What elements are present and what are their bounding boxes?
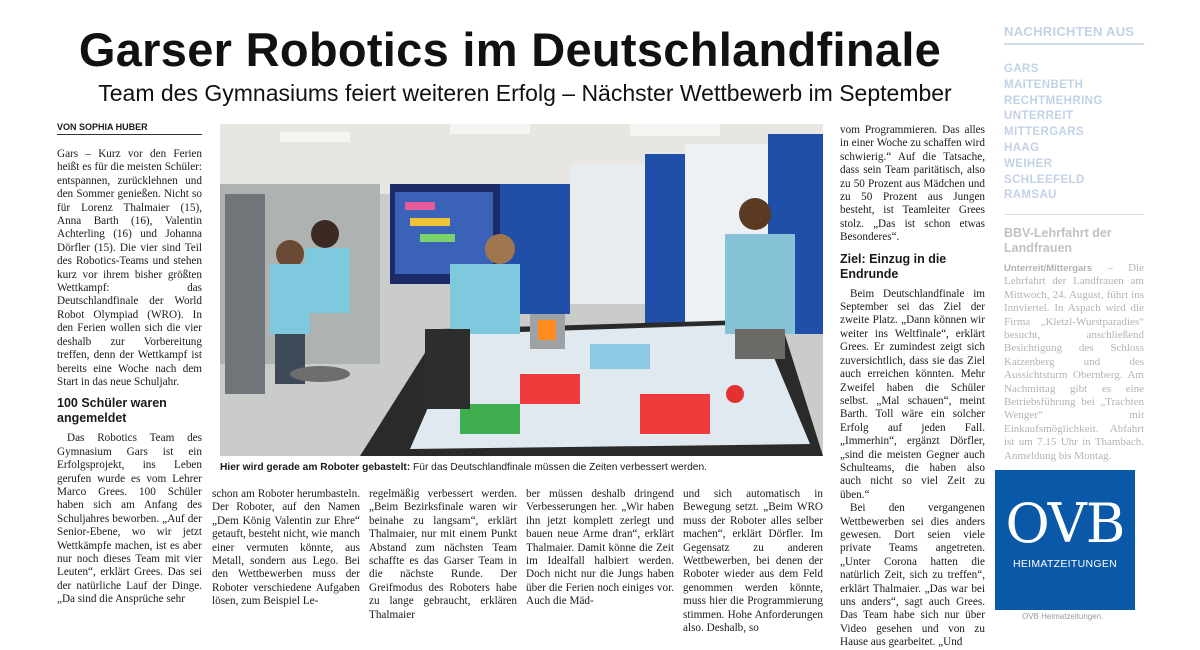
- sidebar-story-headline: BBV-Lehrfahrt der Landfrauen: [1004, 226, 1112, 255]
- sidebar-place[interactable]: WEIHER: [1004, 157, 1053, 170]
- sidebar-place[interactable]: SCHLEEFELD: [1004, 173, 1085, 186]
- subheading: 100 Schüler waren angemeldet: [57, 396, 167, 426]
- article-column-4: [526, 488, 674, 628]
- paragraph: Bei den vergangenen Wettbewerben sei dies anders gewesen. Dort seien viele private Teams angetreten. „Unter Corona hatten die natürlich Zeit, sich zu treffen“, erklärt Thalmaier. „Das war bei uns anders“, sagt auch Grees. Das Team habe sich nur über Video gesehen und von zu Hause aus gearbeitet. „Und: [840, 502, 985, 649]
- paragraph: Das Robotics Team des Gymnasium Gars ist ein Erfolgsprojekt, ins Leben gerufen wurde es vom Lehrer Marco Grees. 100 Schüler haben sich am Anfang des Schuljahres beworben. „Auf der Senior-Ebene, wo wir jetzt Wettkämpfe machen, ist es aber nur noch dieses Team mit vier Leuten“, erklärt Grees. Das sei der natürliche Lauf der Dinge. „Da sind die Ansprüche sehr: [57, 432, 202, 606]
- paragraph: schon am Roboter herumbasteln. Der Roboter, auf den Namen „Dem König Valentin zur Ehre“ getauft, besteht nicht, wie manch einer vermuten könnte, aus Metall, sondern aus Lego. Bei den Wettbewerben muss der Roboter verschiedene Aufgaben lösen, zum Beispiel Le-: [212, 488, 360, 608]
- ovb-logo: [995, 470, 1135, 610]
- caption-lead: Hier wird gerade am Roboter gebastelt:: [220, 462, 411, 473]
- sidebar-place-list: [1004, 62, 1103, 204]
- sidebar-place[interactable]: HAAG: [1004, 141, 1040, 154]
- sidebar-title: NACHRICHTEN AUS: [1004, 24, 1144, 45]
- paragraph: regelmäßig verbessert werden. „Beim Bezirksfinale waren wir beinahe zu langsam“, erklärt Thalmaier, nur mit einem Punkt Abstand zum nächsten Team schaffte es das Garser Team in die nächste Runde. Der Greifmodus des Roboters habe zu lange gebraucht, erklären Thalmaier: [369, 488, 517, 621]
- classroom-robot-photo: [220, 124, 823, 456]
- article-photo: [220, 124, 823, 456]
- sidebar-divider: [1004, 214, 1144, 215]
- article-column-1: [57, 148, 202, 628]
- subheadline: Team des Gymnasiums feiert weiteren Erfolg – Nächster Wettbewerb im September: [98, 80, 952, 106]
- sidebar-place[interactable]: RAMSAU: [1004, 189, 1057, 202]
- paragraph: vom Programmieren. Das alles in einer Woche zu schaffen wird schwierig.“ Auf die Tatsache, dass sein Team paritätisch, also zu 50 Prozent aus Mädchen und zu 50 Prozent aus Jungen besteht, ist Teamleiter Grees stolz. „Das ist schon etwas Besonderes“.: [840, 124, 985, 244]
- article-column-5: [683, 488, 823, 635]
- sidebar-place[interactable]: MITTERGARS: [1004, 126, 1085, 139]
- paragraph: ber müssen deshalb dringend Verbesserungen her. „Wir haben ihn jetzt komplett zerlegt und bauen neue Arme dran“, erklärt Thalmaier. Damit könne die Zeit im Idealfall halbiert werden. Doch nicht nur die Jungs haben über die Ferien noch einiges vor. Auch die Mäd-: [526, 488, 674, 608]
- logo-caption: OVB Heimatzeitungen.: [1022, 612, 1104, 621]
- sidebar-place[interactable]: GARS: [1004, 63, 1039, 75]
- headline: Garser Robotics im Deutschlandfinale: [78, 23, 942, 76]
- sidebar-place[interactable]: RECHTMEHRING: [1004, 94, 1103, 107]
- sidebar-story-text: [1004, 262, 1144, 470]
- paragraph: und sich automatisch in Bewegung setzt. „Beim WRO muss der Roboter alles selber machen“, erklärt Dörfler. Im Gegensatz zu anderen Wettbewerben, bei denen der Roboter wieder aus dem Feld genommen werden könnte, muss hier die Programmierung stimmen. Hohe Anforderungen also. Deshalb, so: [683, 488, 823, 635]
- logo-tagline: HEIMATZEITUNGEN: [1012, 558, 1118, 570]
- article-column-3: [369, 488, 517, 628]
- subheading: Ziel: Einzug in die Endrunde: [840, 251, 947, 281]
- paragraph: Gars – Kurz vor den Ferien heißt es für die meisten Schüler: entspannen, zurücklehnen und den Sommer genießen. Nicht so für Lorenz Thalmaier (15), Anna Barth (16), Valentin Achterling (16) und Johanna Dörfler (15). Die vier sind Teil des Robotics-Teams und stehen kurz vor ihrem bisher größten Wettkampf: das Deutschlandfinale der World Robot Olympiad (WRO). In den Ferien wollen sich die vier deshalb zur Vorbereitung treffen, denn der Wettkampf ist bereits eine Woche nach dem Start in das neue Schuljahr.: [57, 148, 202, 388]
- article-column-6: [840, 124, 985, 649]
- sidebar-story-body: – Die Lehrfahrt der Landfrauen am Mittwoch, 24. August, führt ins Innviertel. In Aspach wird die Firma „Kletzl-Wurstparadies“ besucht, anschließend Besichtigung des Schloss Katzenberg und des Aussichtsturm Obernberg. Am Nachmittag gibt es eine Betriebsführung bei „Trachten Wenger“ mit Einkaufsmöglichkeit. Abfahrt ist um 7.15 Uhr in Thambach. Anmeldung bis Montag.: [1004, 262, 1144, 462]
- byline: VON SOPHIA HUBER: [57, 122, 202, 135]
- sidebar-place[interactable]: UNTERREIT: [1004, 110, 1074, 123]
- logo-wordmark: OVB: [1005, 492, 1125, 555]
- photo-caption: [220, 462, 823, 473]
- caption-text: Für das Deutschlandfinale müssen die Zeiten verbessert werden.: [410, 462, 707, 473]
- sidebar-place[interactable]: MAITENBETH: [1004, 78, 1084, 91]
- paragraph: Beim Deutschlandfinale im September sei das Ziel der zweite Platz. „Dann können wir weiter ins Weltfinale“, erklärt Grees. Er zumindest zeigt sich zuversichtlich, dass sie das Ziel auch erreichen könnten. Mehr Zweifel haben die Schüler selbst. „Mal schauen“, meint Barth. Toll wäre ein solcher Erfolg auf jeden Fall. „Immerhin“, ergänzt Dörfler, „sind die meisten Gegner auch Schulteams, die haben also auch nicht so viel Zeit zu üben.“: [840, 287, 985, 501]
- article-column-2: [212, 488, 360, 628]
- sidebar-story-dateline: Unterreit/Mittergars: [1004, 263, 1093, 274]
